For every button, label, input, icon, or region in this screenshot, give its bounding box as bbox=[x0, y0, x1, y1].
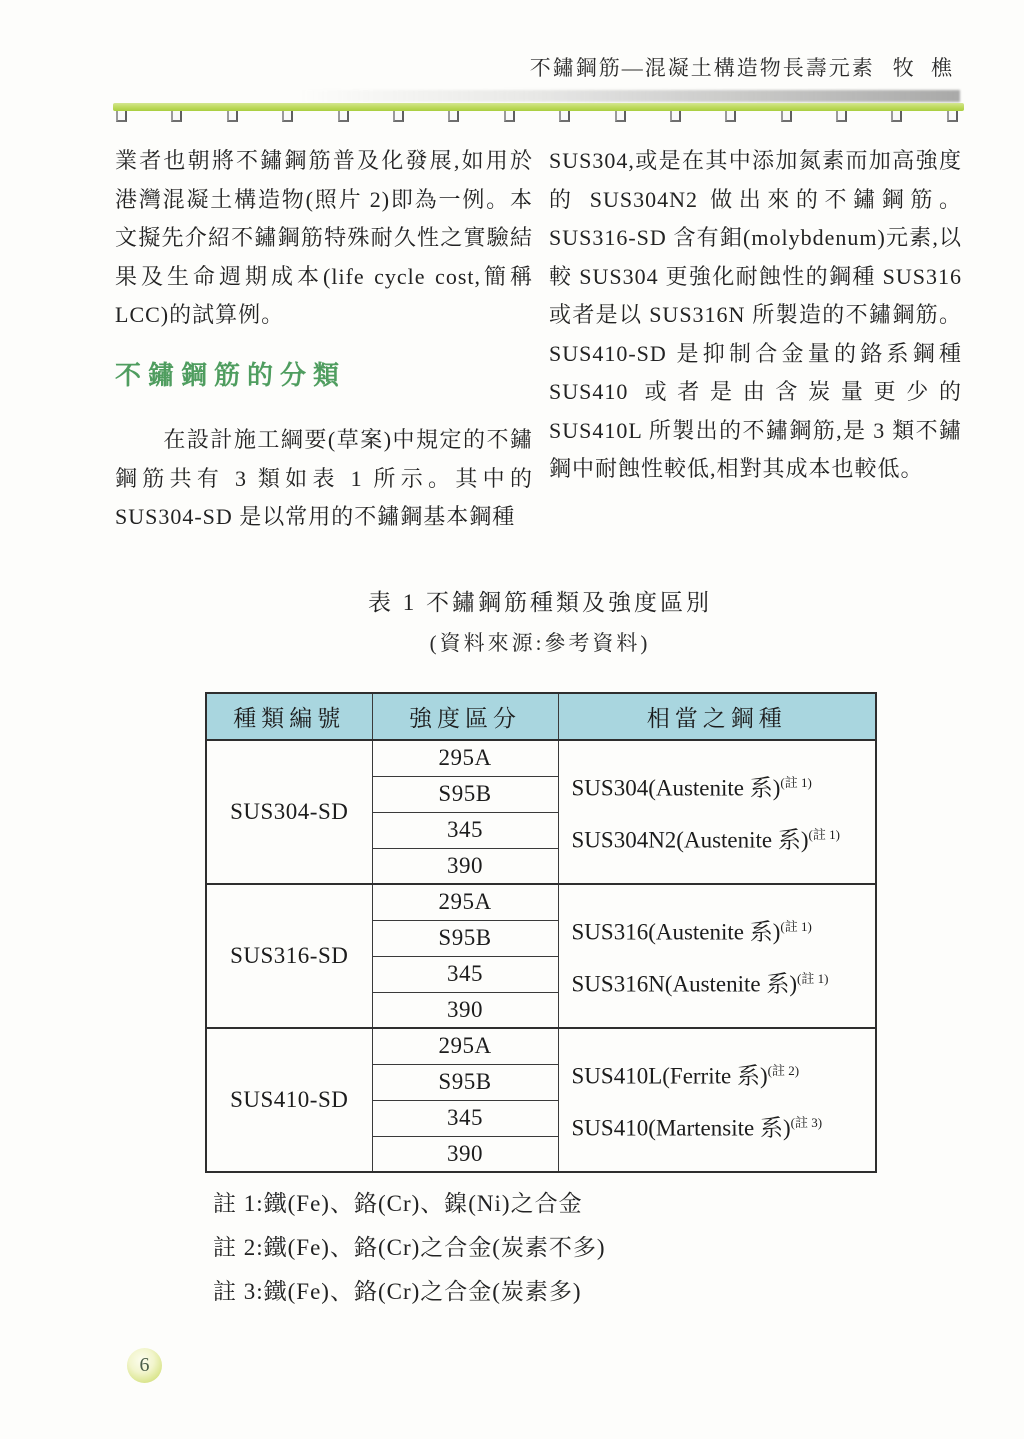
equivalent-note-ref: (註 1) bbox=[780, 775, 812, 791]
steel-types-table bbox=[205, 692, 877, 1173]
strength-cell: 295A bbox=[372, 1028, 558, 1064]
hook-icon bbox=[559, 111, 570, 122]
equivalent-text: SUS316(Austenite 系) bbox=[571, 920, 781, 945]
equivalent-cell bbox=[558, 1028, 876, 1172]
strength-cell: 345 bbox=[372, 812, 558, 848]
column-header-strength: 強度區分 bbox=[372, 693, 558, 740]
hook-icon bbox=[836, 111, 847, 122]
equivalent-cell bbox=[558, 740, 876, 884]
equivalent-note-ref: (註 3) bbox=[790, 1115, 823, 1130]
running-head bbox=[530, 52, 958, 82]
strength-cell: 295A bbox=[372, 740, 558, 776]
equivalent-line bbox=[572, 956, 876, 1008]
scan-shadow bbox=[300, 90, 960, 102]
strength-cell: S95B bbox=[372, 776, 558, 812]
hook-icon bbox=[282, 111, 293, 122]
column-header-type: 種類編號 bbox=[206, 693, 372, 740]
divider-hooks bbox=[116, 111, 958, 122]
table-caption: 表 1 不鏽鋼筋種類及強度區別 bbox=[368, 590, 712, 615]
header-divider-bar bbox=[113, 103, 964, 111]
equivalent-text: SUS410L(Ferrite 系) bbox=[571, 1064, 768, 1089]
strength-cell: S95B bbox=[372, 1064, 558, 1100]
hook-icon bbox=[448, 111, 459, 122]
hook-icon bbox=[393, 111, 404, 122]
hook-icon bbox=[338, 111, 349, 122]
column-header-equivalent: 相當之鋼種 bbox=[558, 693, 876, 740]
paragraph-classification: 在設計施工綱要(草案)中規定的不鏽鋼筋共有 3 類如表 1 所示。其中的 SUS304-SD 是以常用的不鏽鋼基本鋼種 bbox=[115, 427, 533, 529]
table-note: 註 2:鐵(Fe)、鉻(Cr)之合金(炭素不多) bbox=[213, 1235, 606, 1260]
table-note: 註 3:鐵(Fe)、鉻(Cr)之合金(炭素多) bbox=[213, 1279, 582, 1304]
type-cell: SUS304-SD bbox=[206, 740, 372, 884]
strength-cell: 390 bbox=[372, 992, 558, 1028]
right-column bbox=[549, 142, 962, 489]
paragraph-intro: 業者也朝將不鏽鋼筋普及化發展,如用於港灣混凝土構造物(照片 2)即為一例。本文擬先介紹不鏽鋼筋特殊耐久性之實驗結果及生命週期成本(life cycle cost,簡稱 LCC)的試算例。 bbox=[115, 148, 533, 327]
strength-cell: 295A bbox=[372, 884, 558, 920]
hook-icon bbox=[615, 111, 626, 122]
equivalent-line bbox=[572, 760, 876, 812]
page-number-badge bbox=[127, 1348, 162, 1383]
table-header-row bbox=[206, 693, 876, 740]
hook-icon bbox=[171, 111, 182, 122]
section-heading: 不鏽鋼筋的分類 bbox=[115, 360, 347, 391]
running-head-author: 牧 樵 bbox=[892, 56, 958, 80]
equivalent-line bbox=[572, 1048, 876, 1100]
equivalent-note-ref: (註 2) bbox=[767, 1063, 800, 1079]
table-note: 註 1:鐵(Fe)、鉻(Cr)、鎳(Ni)之合金 bbox=[213, 1191, 583, 1216]
equivalent-note-ref: (註 1) bbox=[808, 827, 840, 842]
table-source: (資料來源:參考資料) bbox=[429, 631, 651, 655]
equivalent-note-ref: (註 1) bbox=[780, 919, 812, 935]
equivalent-line bbox=[572, 812, 876, 864]
strength-cell: 345 bbox=[372, 956, 558, 992]
hook-icon bbox=[116, 111, 127, 122]
equivalent-line bbox=[572, 904, 876, 956]
running-head-title: 不鏽鋼筋—混凝土構造物長壽元素 bbox=[529, 56, 875, 80]
strength-cell: S95B bbox=[372, 920, 558, 956]
equivalent-text: SUS304(Austenite 系) bbox=[571, 776, 781, 801]
hook-icon bbox=[947, 111, 958, 122]
equivalent-text: SUS316N(Austenite 系) bbox=[571, 971, 798, 997]
table-row bbox=[206, 740, 876, 776]
equivalent-cell bbox=[558, 884, 876, 1028]
strength-cell: 345 bbox=[372, 1100, 558, 1136]
strength-cell: 390 bbox=[372, 1136, 558, 1172]
equivalent-line bbox=[572, 1100, 876, 1152]
hook-icon bbox=[725, 111, 736, 122]
table-row bbox=[206, 884, 876, 920]
table-notes bbox=[213, 1182, 606, 1314]
hook-icon bbox=[227, 111, 238, 122]
strength-cell: 390 bbox=[372, 848, 558, 884]
type-cell: SUS316-SD bbox=[206, 884, 372, 1028]
hook-icon bbox=[504, 111, 515, 122]
equivalent-text: SUS410(Martensite 系) bbox=[571, 1115, 791, 1141]
left-column bbox=[115, 142, 533, 537]
type-cell: SUS410-SD bbox=[206, 1028, 372, 1172]
table-row bbox=[206, 1028, 876, 1064]
paragraph-steel-types: SUS304,或是在其中添加氮素而加高強度的 SUS304N2 做出來的不鏽鋼筋。SUS316-SD 含有鉬(molybdenum)元素,以較 SUS304 更強化耐蝕性的鋼種 SUS316 或者是以 SUS316N 所製造的不鏽鋼筋。SUS410-SD 是抑制合金量的鉻系鋼種 SUS410 或者是由含炭量更少的 SUS410L 所製出的不鏽鋼筋,是 3 類不鏽鋼中耐蝕性較低,相對其成本也較低。 bbox=[549, 148, 962, 481]
equivalent-note-ref: (註 1) bbox=[797, 971, 829, 986]
hook-icon bbox=[891, 111, 902, 122]
equivalent-text: SUS304N2(Austenite 系) bbox=[571, 827, 809, 853]
hook-icon bbox=[781, 111, 792, 122]
page-number: 6 bbox=[139, 1354, 150, 1376]
hook-icon bbox=[670, 111, 681, 122]
